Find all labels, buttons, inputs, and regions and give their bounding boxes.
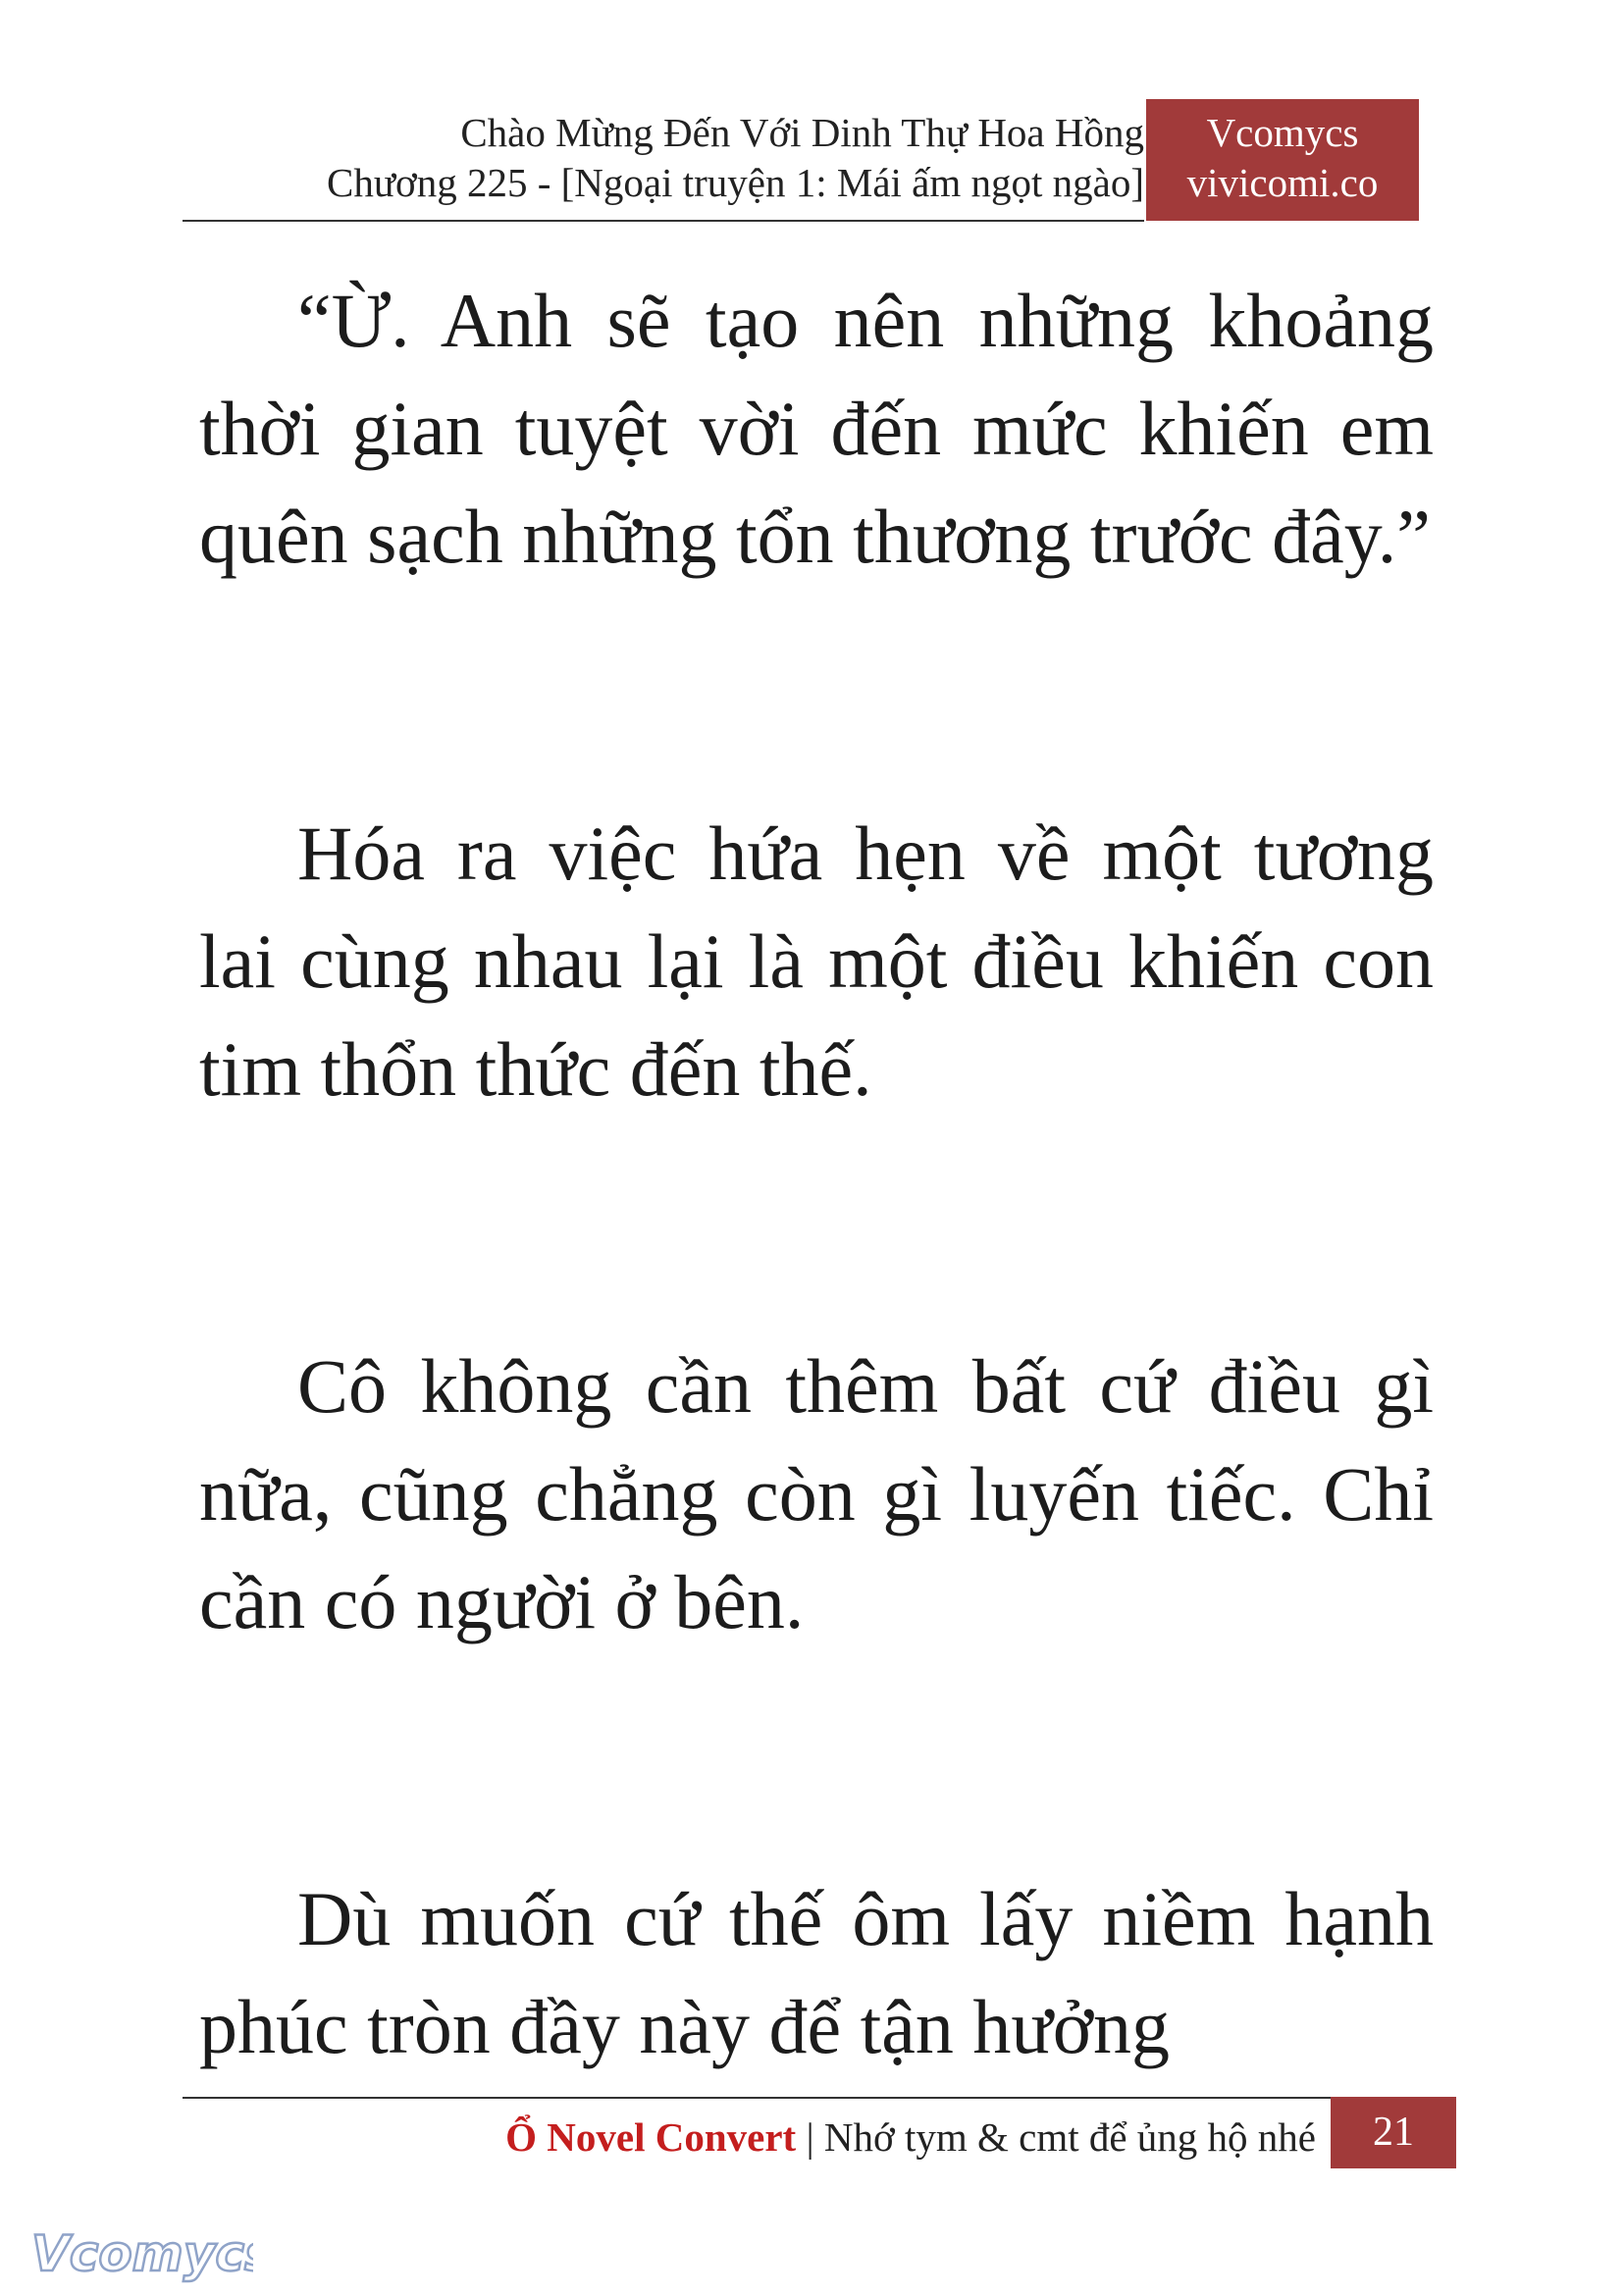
footer-brand: Ổ Novel Convert bbox=[505, 2114, 797, 2160]
page-header bbox=[183, 99, 1419, 221]
footer-note: Nhớ tym & cmt để ủng hộ nhé bbox=[823, 2114, 1316, 2160]
page-footer bbox=[183, 2108, 1316, 2166]
chapter-body bbox=[199, 267, 1434, 2081]
header-badge bbox=[1146, 99, 1419, 221]
paragraph-3: Cô không cần thêm bất cứ điều gì nữa, cũng chẳng còn gì luyến tiếc. Chỉ cần có người ở bên. bbox=[199, 1343, 1434, 1644]
book-title: Chào Mừng Đến Với Dinh Thự Hoa Hồng bbox=[460, 110, 1144, 155]
paragraph-1: “Ừ. Anh sẽ tạo nên những khoảng thời gian tuyệt vời đến mức khiến em quên sạch những tổn thương trước đây.” bbox=[199, 278, 1434, 579]
paragraph-4: Dù muốn cứ thế ôm lấy niềm hạnh phúc tròn đầy này để tận hưởng bbox=[199, 1876, 1434, 2069]
badge-site-url: vivicomi.co bbox=[1186, 160, 1379, 205]
page-number: 21 bbox=[1331, 2097, 1456, 2168]
paragraph-2: Hóa ra việc hứa hẹn về một tương lai cùng nhau lại là một điều khiến con tim thổn thức đến thế. bbox=[199, 810, 1434, 1112]
chapter-title: Chương 225 - [Ngoại truyện 1: Mái ấm ngọt ngào] bbox=[326, 160, 1144, 205]
header-divider bbox=[183, 220, 1144, 222]
vcomycs-logo-icon bbox=[27, 2219, 253, 2288]
header-titles bbox=[183, 99, 1144, 208]
footer-divider bbox=[183, 2097, 1333, 2099]
watermark-text: Vcomycs bbox=[31, 2225, 253, 2282]
badge-site-name: Vcomycs bbox=[1206, 110, 1359, 155]
footer-separator: | bbox=[806, 2114, 814, 2160]
